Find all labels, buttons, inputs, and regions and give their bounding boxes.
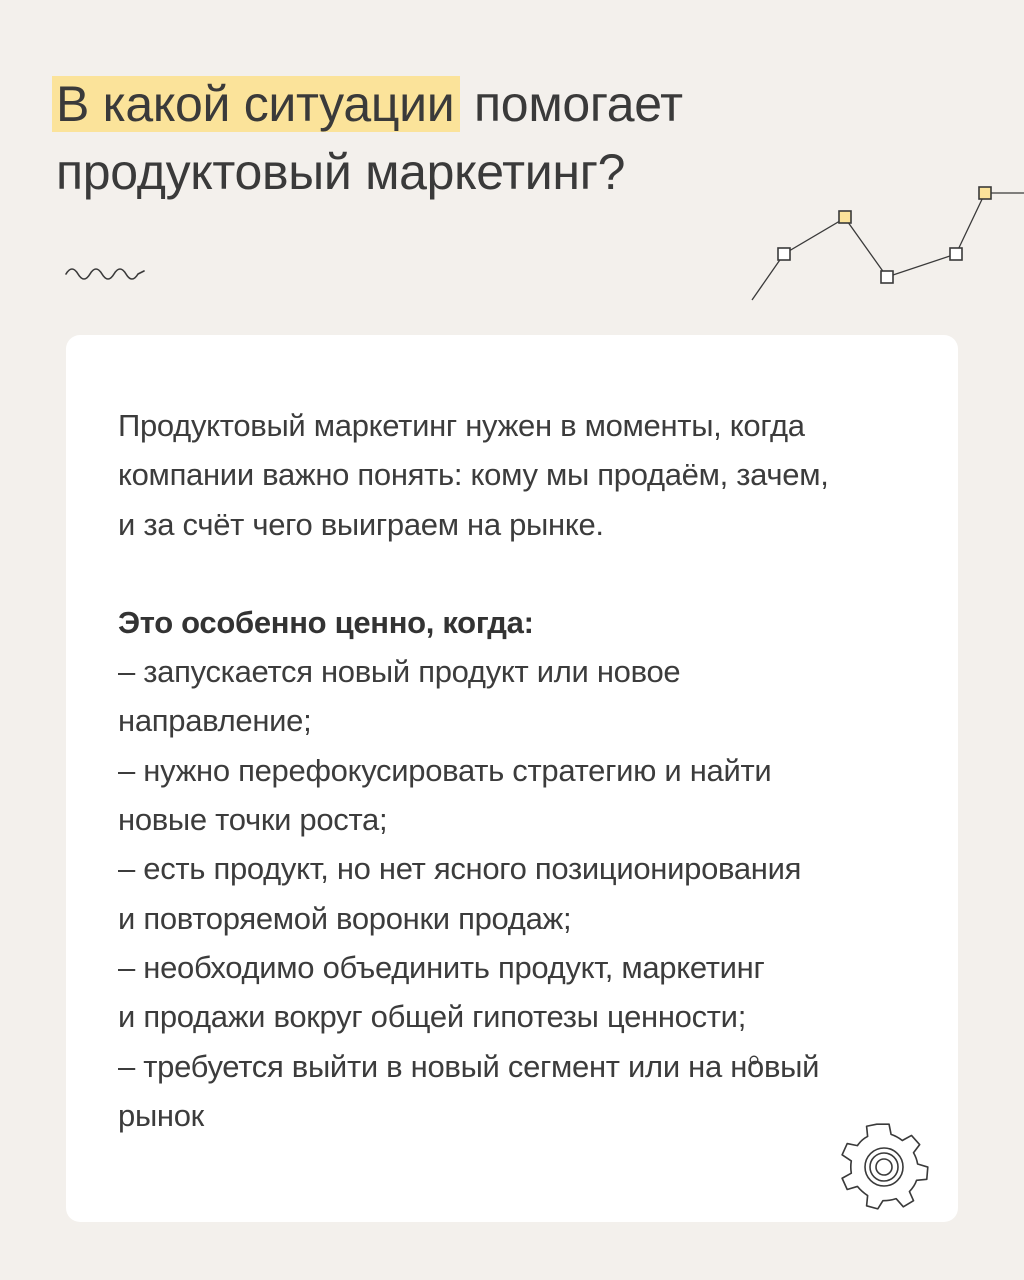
gear-icon (838, 1120, 930, 1212)
squiggle-icon (64, 262, 146, 282)
page-title (56, 70, 683, 206)
line-chart-icon (748, 178, 1024, 304)
situations-list (118, 647, 958, 1140)
content-card (66, 335, 958, 1222)
circle-icon (749, 1055, 759, 1065)
title-highlight: В какой ситуации (52, 76, 460, 132)
list-item: – запускается новый продукт или новое направление; (118, 654, 681, 739)
title-line2: продуктовый маркетинг? (56, 144, 626, 200)
card-body (118, 401, 958, 1140)
intro-paragraph: Продуктовый маркетинг нужен в моменты, когда компании важно понять: кому мы продаём, зачем, и за счёт чего выиграем на рынке. (118, 408, 829, 542)
list-heading: Это особенно ценно, когда: (118, 604, 534, 640)
title-rest: помогает (474, 76, 683, 132)
list-item: – требуется выйти в новый сегмент или на новый рынок (118, 1048, 820, 1133)
list-item: – нужно перефокусировать стратегию и найти новые точки роста; (118, 752, 772, 838)
list-item: – необходимо объединить продукт, маркетинг и продажи вокруг общей гипотезы ценности; (118, 949, 765, 1035)
list-item: – есть продукт, но нет ясного позиционирования и повторяемой воронки продаж; (118, 851, 802, 936)
